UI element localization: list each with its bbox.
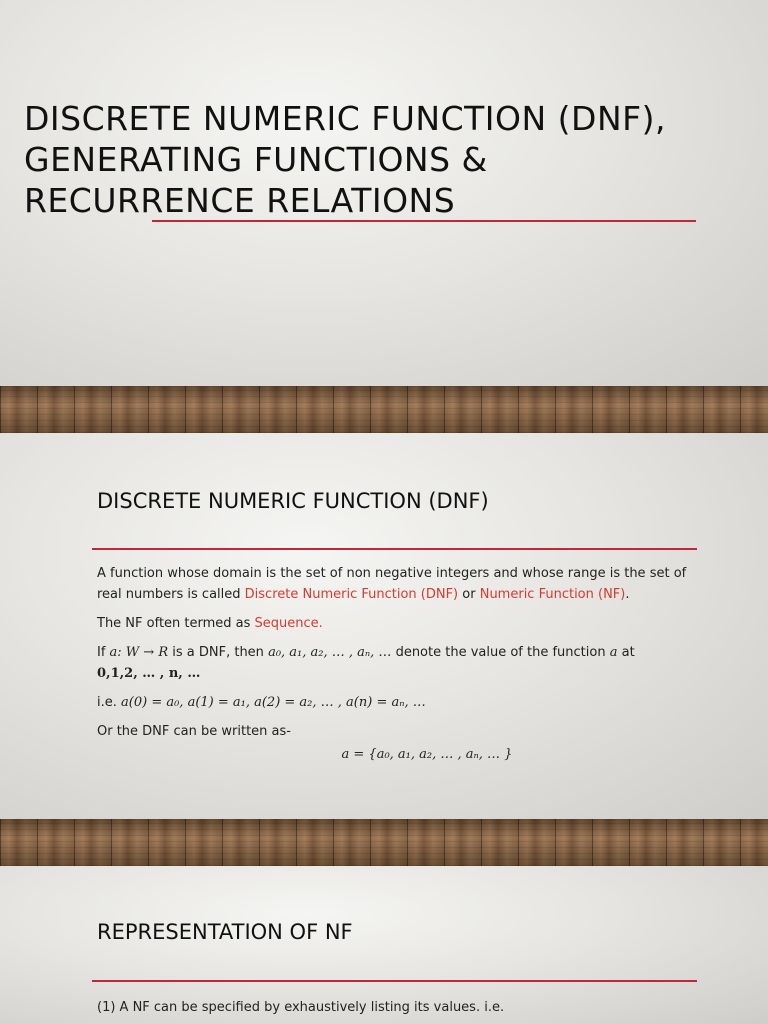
- title-line-2: GENERATING FUNCTIONS &: [24, 140, 488, 179]
- wood-floor-divider: [0, 386, 768, 433]
- function-values-paragraph: [97, 642, 697, 684]
- ie-paragraph: [97, 692, 697, 713]
- slide-body: [97, 563, 697, 773]
- slide-heading: DISCRETE NUMERIC FUNCTION (DNF): [97, 489, 489, 513]
- title-line-1: DISCRETE NUMERIC FUNCTION (DNF),: [24, 99, 666, 138]
- denote-text: denote the value of the function: [391, 645, 610, 660]
- title-slide: [0, 0, 768, 386]
- definition-end: .: [625, 587, 630, 602]
- title-line-3: RECURRENCE RELATIONS: [24, 181, 456, 220]
- ie-text: i.e.: [97, 695, 122, 710]
- math-set: a = {a₀, a₁, a₂, … , aₙ, … }: [341, 747, 513, 762]
- dnf-definition-slide: [0, 433, 768, 819]
- slide-title: [24, 98, 744, 221]
- math-mapping: a: W → R: [109, 645, 169, 660]
- if-text: If: [97, 645, 110, 660]
- at-text: at: [617, 645, 635, 660]
- dnf-then-text: is a DNF, then: [168, 645, 269, 660]
- math-a: a: [609, 645, 618, 660]
- highlight-dnf: Discrete Numeric Function (DNF): [244, 587, 459, 602]
- set-notation-equation: [97, 744, 697, 765]
- math-indices: 0,1,2, … , n, …: [97, 666, 201, 681]
- wood-floor-divider: [0, 819, 768, 866]
- title-accent-line: [152, 220, 696, 222]
- sequence-text: The NF often termed as: [97, 616, 255, 631]
- definition-text: A function whose domain is the set of non negative integers and whose range is the set of real numbers is called: [97, 566, 687, 602]
- representation-paragraph: (1) A NF can be specified by exhaustively listing its values. i.e.: [97, 1000, 505, 1015]
- math-evaluations: a(0) = a₀, a(1) = a₁, a(2) = a₂, … , a(n) = aₙ, …: [121, 695, 426, 710]
- heading-accent-line: [92, 980, 697, 982]
- highlight-nf: Numeric Function (NF): [479, 587, 626, 602]
- definition-connector: or: [458, 587, 480, 602]
- representation-slide: [0, 866, 768, 1024]
- written-as-paragraph: Or the DNF can be written as-: [97, 724, 291, 739]
- definition-paragraph: [97, 563, 697, 605]
- slide-body: [97, 997, 697, 1024]
- slide-heading: REPRESENTATION OF NF: [97, 920, 353, 944]
- math-sequence-terms: a₀, a₁, a₂, … , aₙ, …: [268, 645, 392, 660]
- sequence-paragraph: [97, 613, 697, 634]
- heading-accent-line: [92, 548, 697, 550]
- highlight-sequence: Sequence.: [254, 616, 323, 631]
